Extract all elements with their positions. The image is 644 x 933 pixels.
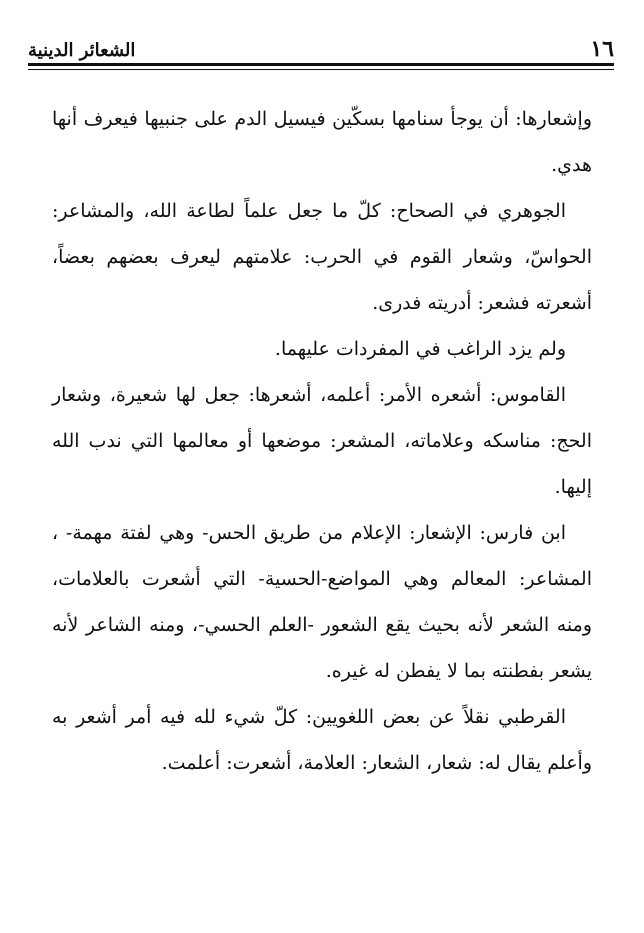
paragraph-qamus: القاموس: أشعره الأمر: أعلمه، أشعرها: جعل لها شعيرة، وشعار الحج: مناسكه وعلاماته، المشعر: موضعها أو معالمها التي ندب الله إليها.	[52, 384, 592, 498]
paragraph-jawhari: الجوهري في الصحاح: كلّ ما جعل علماً لطاعة الله، والمشاعر: الحواسّ، وشعار القوم في الحرب: علامتهم ليعرف بعضهم بعضاً، أشعرته فشعر: أدريته فدرى.	[52, 200, 592, 314]
paragraph-ishaar-definition: وإشعارها: أن يوجأ سنامها بسكّين فيسيل الدم على جنبيها فيعرف أنها هدي.	[52, 108, 592, 176]
header-rule-thin	[28, 69, 614, 70]
paragraph-qurtubi: القرطبي نقلاً عن بعض اللغويين: كلّ شيء لله فيه أمر أشعر به وأعلم يقال له: شعار، الشعار: العلامة، أشعرت: أعلمت.	[52, 706, 592, 774]
page-number: ١٦	[590, 36, 614, 62]
running-title: الشعائر الدينية	[28, 40, 136, 61]
paragraph-ibn-faris: ابن فارس: الإشعار: الإعلام من طريق الحس- وهي لفتة مهمة- ، المشاعر: المعالم وهي المواضع-الحسية- التي أشعرت بالعلامات، ومنه الشعر لأنه بحيث يقع الشعور -العلم الحسي-، ومنه الشاعر لأنه يشعر بفطنته بما لا يفطن له غيره.	[52, 522, 592, 682]
header-rule-thick	[28, 63, 614, 66]
page-header	[28, 28, 614, 60]
page-body	[52, 96, 592, 786]
paragraph-raghib: ولم يزد الراغب في المفردات عليهما.	[274, 338, 566, 360]
